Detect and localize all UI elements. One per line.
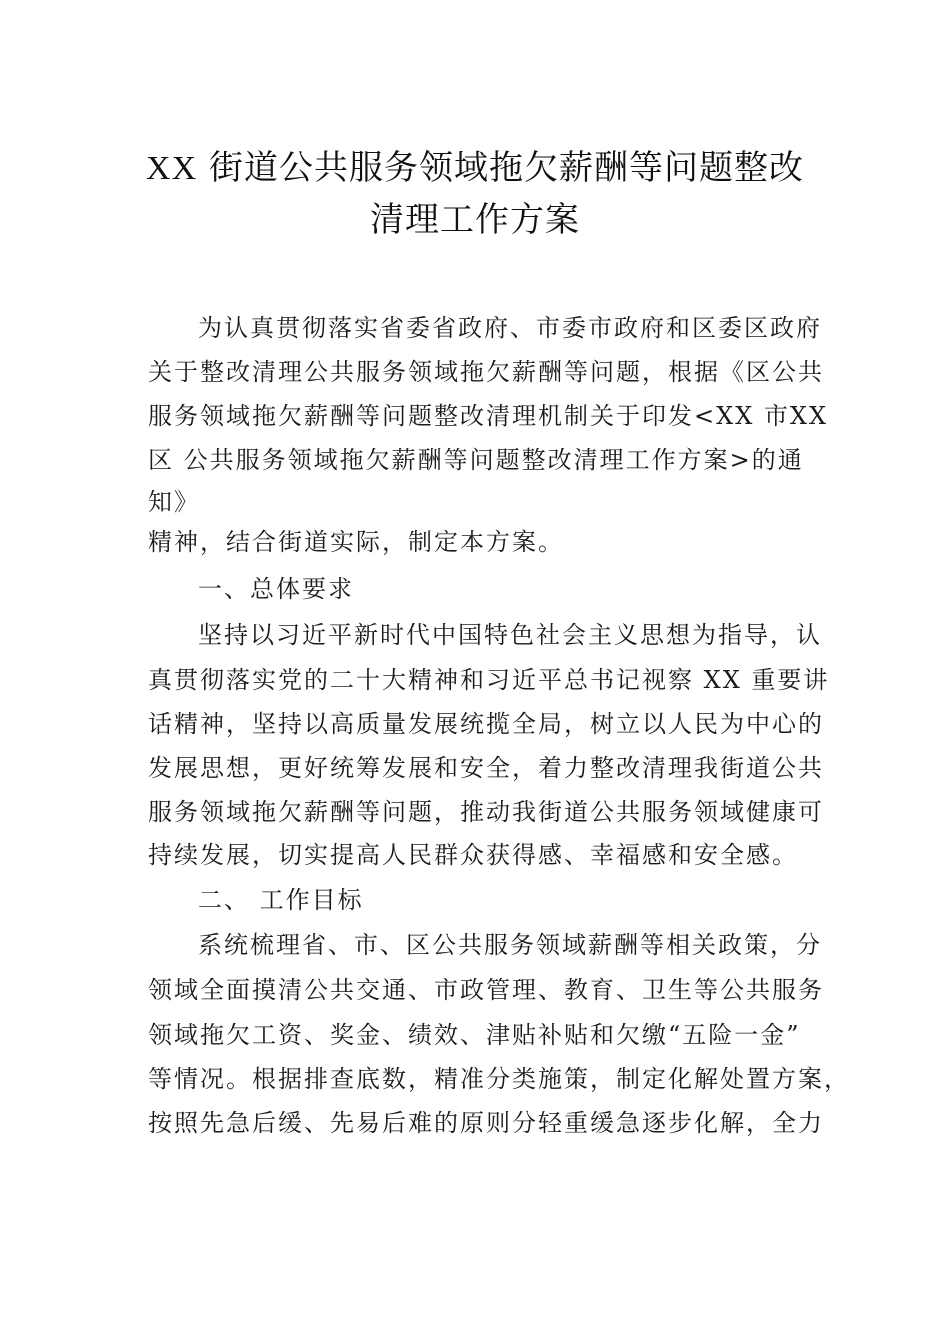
paragraph-line: 系统梳理省、市、区公共服务领域薪酬等相关政策，分 (198, 931, 822, 959)
paragraph-line: 领域拖欠工资、奖金、绩效、津贴补贴和欠缴“五险一金” (148, 1021, 801, 1049)
paragraph-line: 发展思想，更好统筹发展和安全，着力整改清理我街道公共 (148, 754, 824, 782)
paragraph-line: 按照先急后缓、先易后难的原则分轻重缓急逐步化解，全力 (148, 1109, 824, 1137)
paragraph-line: 精神，结合街道实际，制定本方案。 (148, 528, 564, 556)
paragraph-line: 知》 (148, 488, 200, 516)
paragraph-line: 话精神，坚持以高质量发展统揽全局，树立以人民为中心的 (148, 710, 824, 738)
section-heading: 一、总体要求 (198, 575, 354, 603)
title-prefix: XX (146, 150, 198, 187)
document-title-line-1 (0, 140, 950, 189)
paragraph-line: 等情况。根据排查底数，精准分类施策，制定化解处置方案， (148, 1065, 850, 1093)
paragraph-line: 关于整改清理公共服务领域拖欠薪酬等问题，根据《区公共 (148, 358, 824, 386)
title-main: 街道公共服务领域拖欠薪酬等问题整改 (208, 148, 804, 188)
document-title-line-2: 清理工作方案 (370, 200, 580, 240)
paragraph-line: 区 公共服务领域拖欠薪酬等问题整改清理工作方案>的通 (148, 446, 804, 474)
paragraph-line: 领域全面摸清公共交通、市政管理、教育、卫生等公共服务 (148, 976, 824, 1004)
paragraph-line: 服务领域拖欠薪酬等问题，推动我街道公共服务领域健康可 (148, 798, 824, 826)
paragraph-line: 坚持以习近平新时代中国特色社会主义思想为指导，认 (198, 621, 822, 649)
paragraph-line: 真贯彻落实党的二十大精神和习近平总书记视察 XX 重要讲 (148, 666, 830, 694)
paragraph-line: 为认真贯彻落实省委省政府、市委市政府和区委区政府 (198, 314, 822, 342)
paragraph-line: 持续发展，切实提高人民群众获得感、幸福感和安全感。 (148, 841, 798, 869)
section-heading: 二、 工作目标 (198, 886, 364, 914)
paragraph-line: 服务领域拖欠薪酬等问题整改清理机制关于印发<XX 市XX (148, 402, 829, 430)
